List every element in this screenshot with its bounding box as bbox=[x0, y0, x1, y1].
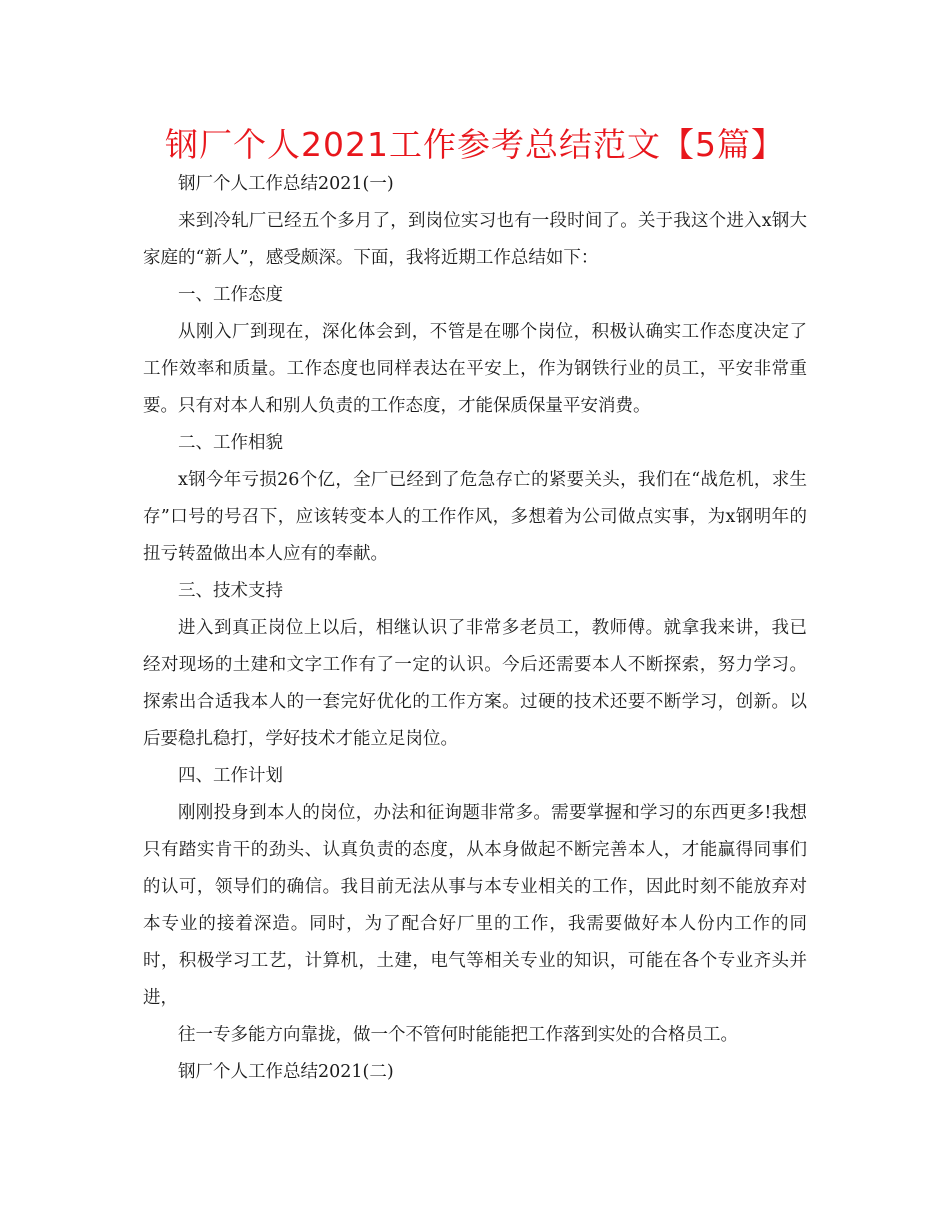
heading-work-plan: 四、工作计划 bbox=[178, 766, 283, 786]
document-body bbox=[143, 166, 807, 1091]
section-heading-part-two: 钢厂个人工作总结2021(二) bbox=[178, 1062, 394, 1082]
work-plan-paragraph: 刚刚投身到本人的岗位，办法和征询题非常多。需要掌握和学习的东西更多!我想只有踏实肯干的劲头、认真负责的态度，从本身做起不断完善本人，才能赢得同事们的认可，领导们的确信。我目前无法从事与本专业相关的工作，因此时刻不能放弃对本专业的接着深造。同时，为了配合好厂里的工作，我需要做好本人份内工作的同时，积极学习工艺，计算机，土建，电气等相关专业的知识，可能在各个专业齐头并进， bbox=[143, 803, 807, 1008]
document-title: 钢厂个人2021工作参考总结范文【5篇】 bbox=[165, 125, 785, 164]
section-heading-part-one: 钢厂个人工作总结2021(一) bbox=[178, 174, 394, 194]
work-appearance-paragraph: x钢今年亏损26个亿，全厂已经到了危急存亡的紧要关头，我们在“战危机，求生存”口号的号召下，应该转变本人的工作作风，多想着为公司做点实事，为x钢明年的扭亏转盈做出本人应有的奉献。 bbox=[143, 470, 807, 564]
heading-work-appearance: 二、工作相貌 bbox=[178, 433, 283, 453]
heading-work-attitude: 一、工作态度 bbox=[178, 285, 283, 305]
closing-paragraph: 往一专多能方向靠拢，做一个不管何时能能把工作落到实处的合格员工。 bbox=[178, 1025, 738, 1045]
technical-support-paragraph: 进入到真正岗位上以后，相继认识了非常多老员工，教师傅。就拿我来讲，我已经对现场的土建和文字工作有了一定的认识。今后还需要本人不断探索，努力学习。探索出合适我本人的一套完好优化的工作方案。过硬的技术还要不断学习，创新。以后要稳扎稳打，学好技术才能立足岗位。 bbox=[143, 618, 807, 749]
intro-paragraph: 来到冷轧厂已经五个多月了，到岗位实习也有一段时间了。关于我这个进入x钢大家庭的“新人”，感受颇深。下面，我将近期工作总结如下： bbox=[143, 211, 807, 268]
work-attitude-paragraph: 从刚入厂到现在，深化体会到，不管是在哪个岗位，积极认确实工作态度决定了工作效率和质量。工作态度也同样表达在平安上，作为钢铁行业的员工，平安非常重要。只有对本人和别人负责的工作态度，才能保质保量平安消费。 bbox=[143, 322, 807, 416]
heading-technical-support: 三、技术支持 bbox=[178, 581, 283, 601]
